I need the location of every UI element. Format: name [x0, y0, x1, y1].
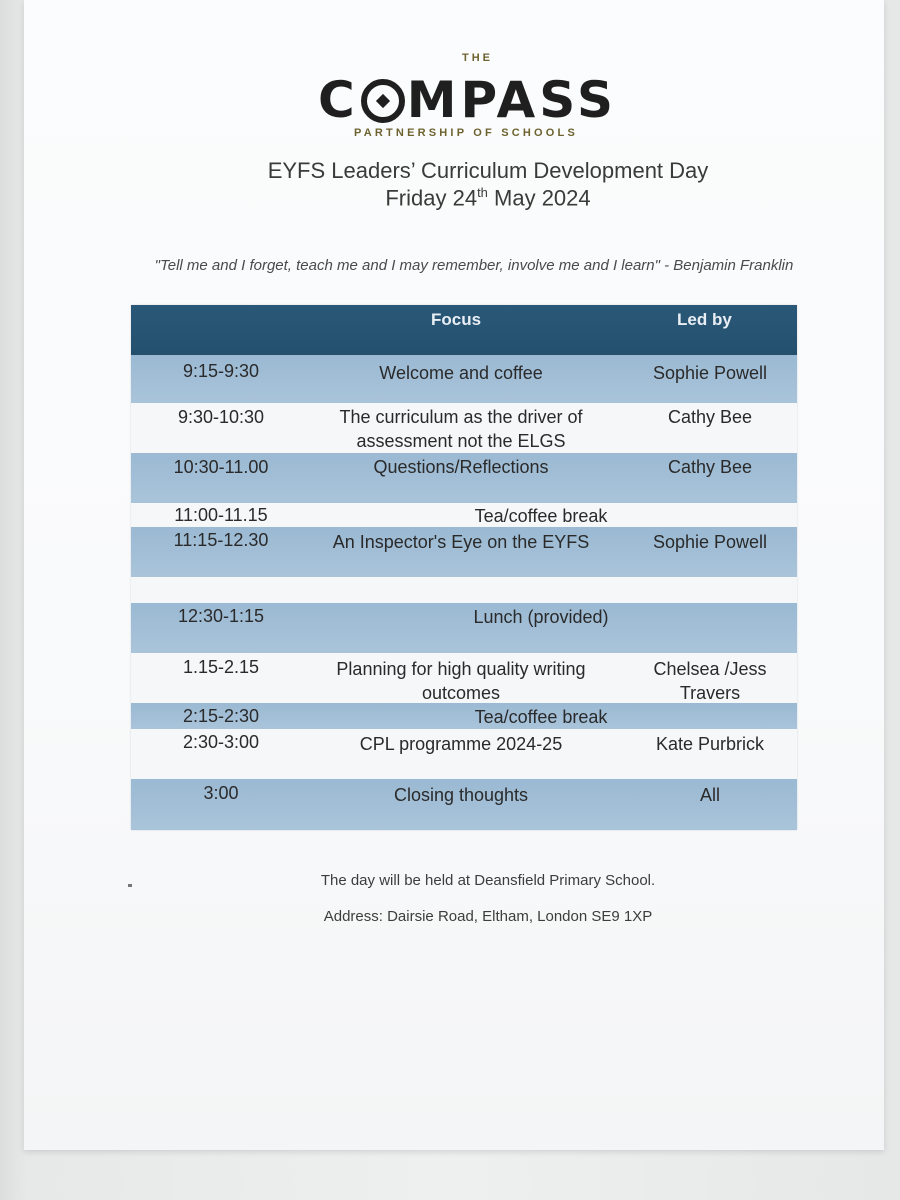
header-led-by: Led by — [677, 310, 732, 329]
address-text: Address: Dairsie Road, Eltham, London SE9 1XP — [323, 908, 653, 925]
logo-the-text: THE — [462, 52, 493, 64]
logo-letter-c: C — [318, 71, 359, 129]
table-row: 2:30-3:00 CPL programme 2024-25 Kate Purbrick — [131, 729, 797, 779]
table-row: 1.15-2.15 Planning for high quality writing outcomes Chelsea /Jess Travers — [131, 653, 797, 703]
schedule-table — [131, 305, 797, 830]
logo-subtitle: PARTNERSHIP OF SCHOOLS — [354, 127, 579, 139]
table-row — [131, 577, 797, 603]
table-row: 10:30-11.00 Questions/Reflections Cathy Bee — [131, 453, 797, 503]
event-date: Friday 24th May 2024 — [385, 185, 591, 211]
venue-text: The day will be held at Deansfield Primary School. — [320, 872, 656, 889]
logo-letters-mpass: MPASS — [406, 71, 617, 129]
table-row: 11:00-11.15 Tea/coffee break — [131, 503, 797, 527]
table-row: 9:15-9:30 Welcome and coffee Sophie Powell — [131, 355, 797, 403]
table-row: 11:15-12.30 An Inspector's Eye on the EYFS Sophie Powell — [131, 527, 797, 577]
table-header — [131, 305, 797, 355]
event-title: EYFS Leaders’ Curriculum Development Day — [267, 158, 709, 183]
table-row: 2:15-2:30 Tea/coffee break — [131, 703, 797, 729]
table-row: 12:30-1:15 Lunch (provided) — [131, 603, 797, 653]
compass-logo — [318, 70, 662, 130]
table-row: 9:30-10:30 The curriculum as the driver of assessment not the ELGS Cathy Bee — [131, 403, 797, 453]
document-page — [24, 0, 884, 1150]
header-focus: Focus — [431, 310, 482, 329]
table-row: 3:00 Closing thoughts All — [131, 779, 797, 830]
quote: "Tell me and I forget, teach me and I may remember, involve me and I learn" - Benjamin Franklin — [154, 257, 794, 274]
compass-icon — [361, 79, 405, 123]
